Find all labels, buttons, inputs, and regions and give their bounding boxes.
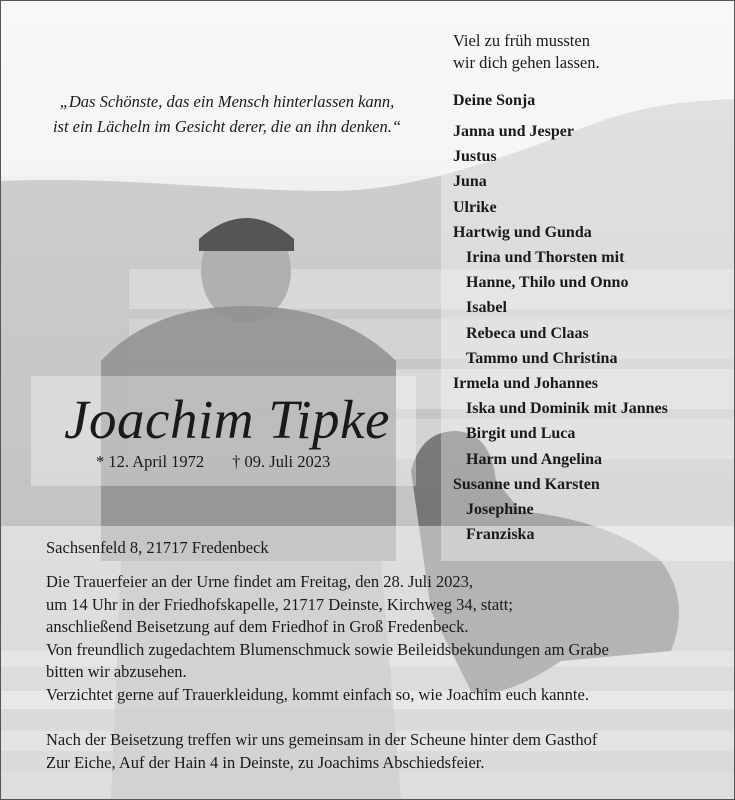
signatory: Deine Sonja <box>453 92 536 109</box>
funeral-line: Von freundlich zugedachtem Blumenschmuck sowie Beileidsbekundungen am Grabe <box>46 639 609 659</box>
deceased-name: Joachim Tipke <box>64 389 390 450</box>
family-member: Janna und Jesper <box>453 123 574 140</box>
family-member: Irmela und Johannes <box>453 375 598 393</box>
family-member: Juna <box>453 173 487 191</box>
family-member: Hartwig und Gunda <box>453 223 592 241</box>
quote-line: ist ein Lächeln im Gesicht derer, die an ihn denken.“ <box>52 117 402 136</box>
family-member: Birgit und Luca <box>466 425 576 443</box>
mourner-address: Sachsenfeld 8, 21717 Fredenbeck <box>46 538 269 557</box>
mourning-heading <box>453 30 600 74</box>
gathering-line: Zur Eiche, Auf der Hain 4 in Deinste, zu Joachims Abschiedsfeier. <box>46 752 485 772</box>
family-member: Justus <box>453 148 497 166</box>
family-member: Josephine <box>466 501 534 519</box>
family-member: Irina und Thorsten mit <box>466 249 625 267</box>
birth-date: * 12. April 1972 <box>96 452 205 471</box>
family-member: Iska und Dominik mit Jannes <box>466 400 668 418</box>
family-member: Hanne, Thilo und Onno <box>466 274 629 292</box>
family-member: Tammo und Christina <box>466 349 618 367</box>
family-member: Harm und Angelina <box>466 450 603 468</box>
funeral-line: Verzichtet gerne auf Trauerkleidung, kommt einfach so, wie Joachim euch kannte. <box>46 684 589 704</box>
heading-line: Viel zu früh mussten <box>453 31 590 50</box>
funeral-line: anschließend Beisetzung auf dem Friedhof in Groß Fredenbeck. <box>46 617 469 637</box>
family-member: Isabel <box>466 299 507 317</box>
gathering-line: Nach der Beisetzung treffen wir uns gemeinsam in der Scheune hinter dem Gasthof <box>46 730 598 749</box>
family-member: Ulrike <box>453 198 497 216</box>
death-date: † 09. Juli 2023 <box>232 452 331 471</box>
family-member: Susanne und Karsten <box>453 475 600 493</box>
funeral-details <box>46 571 726 707</box>
heading-line: wir dich gehen lassen. <box>453 53 600 72</box>
family-member: Rebeca und Claas <box>466 324 589 342</box>
quote-line: „Das Schönste, das ein Mensch hinterlassen kann, <box>59 92 395 111</box>
life-dates <box>96 451 330 473</box>
family-list <box>453 119 668 547</box>
farewell-gathering <box>46 729 726 774</box>
family-member: Franziska <box>466 526 535 544</box>
funeral-line: Die Trauerfeier an der Urne findet am Freitag, den 28. Juli 2023, <box>46 572 474 591</box>
funeral-line: um 14 Uhr in der Friedhofskapelle, 21717 Deinste, Kirchweg 34, statt; <box>46 594 513 614</box>
funeral-line: bitten wir abzusehen. <box>46 662 187 682</box>
memorial-quote <box>21 89 433 139</box>
